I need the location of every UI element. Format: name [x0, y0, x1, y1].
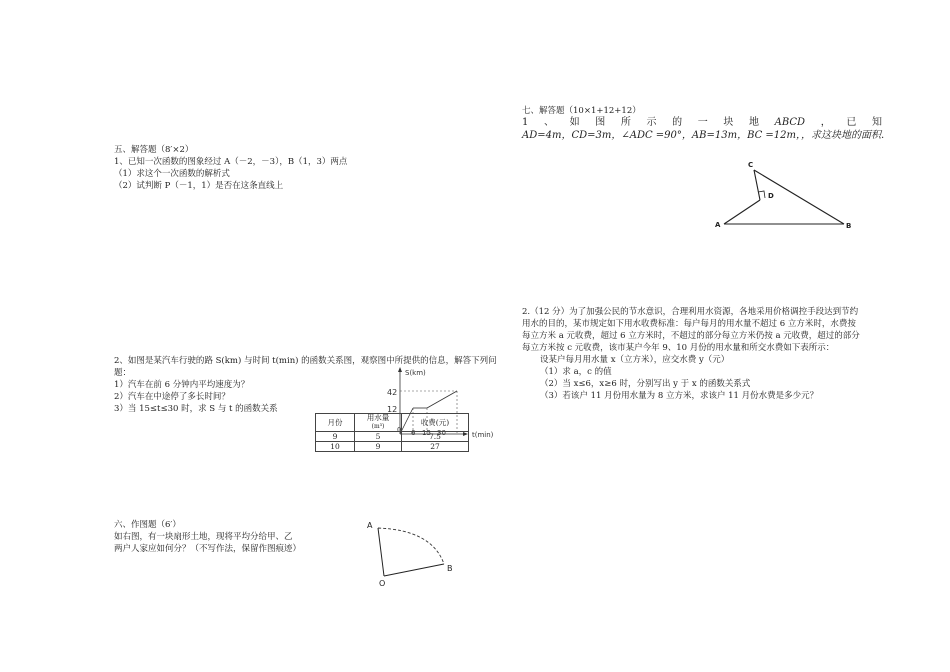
table-cell: 9 — [316, 432, 355, 442]
table-cell: 10 — [316, 442, 355, 452]
segment-dc — [754, 170, 760, 200]
section-7-title: 七、解答题（10×1+12+12） — [522, 106, 641, 116]
section-5-title: 五、解答题（8′×2） — [114, 145, 194, 155]
point-b-label: B — [846, 222, 852, 230]
q1-stem: 1、已知一次函数的图象经过 A（－2，－3），B（1，3）两点 — [114, 157, 348, 167]
point-a-label: A — [715, 221, 721, 229]
header-usage — [355, 414, 402, 432]
header-fee: 收费(元) — [402, 414, 469, 432]
table-row — [316, 442, 469, 452]
x-tick-6: 6 — [411, 429, 416, 437]
table-cell: 9 — [355, 442, 402, 452]
point-d-label: D — [768, 192, 774, 200]
q1-part-2: （2）试判断 P（－1，1）是否在这条直线上 — [114, 181, 284, 191]
header-usage-unit: (m³) — [371, 423, 385, 430]
q2-stem: 2、如图是某汽车行驶的路 S(km) 与时间 t(min) 的函数关系图，观察图中所提供的信息，解答下列问 — [114, 356, 497, 366]
q4-stem — [522, 116, 882, 130]
segment-ad — [724, 200, 760, 224]
q4-stem-word: 示 — [646, 117, 657, 128]
y-tick-12: 12 — [387, 405, 398, 414]
q3-text: 如右图，有一块扇形土地，现将平均分给甲、乙 — [114, 532, 293, 542]
q4-stem-word: ABCD — [774, 117, 806, 128]
q5-stem-2: 用水的目的，某市规定如下用水收费标准：每户每月的用水量不超过 6 立方米时，水费按 — [522, 319, 856, 329]
table-row — [316, 432, 469, 442]
quadrilateral-figure — [712, 158, 852, 233]
q4-stem-word: 一 — [697, 117, 708, 128]
q4-stem-word: 的 — [672, 117, 683, 128]
sector-radius-oa — [378, 528, 384, 576]
point-a-label: A — [367, 521, 373, 530]
q4-stem-word: 已 — [846, 117, 857, 128]
water-usage-table — [315, 413, 469, 452]
x-axis-label: t(min) — [472, 431, 494, 439]
table-cell: 5 — [355, 432, 402, 442]
q5-stem-3: 每立方米 a 元收费，超过 6 立方米时，不超过的部分每立方米仍按 a 元收费，超过的部分 — [522, 331, 860, 341]
q4-given: AD=4m，CD=3m，∠ADC =90°，AB=13m，BC =12m，，求这块地的面积. — [522, 130, 885, 141]
y-axis-label: S(km) — [405, 369, 426, 377]
q5-stem-4: 每立方米按 c 元收费，该市某户今年 9、10 月份的用水量和所交水费如下表所示： — [522, 343, 835, 353]
y-tick-42: 42 — [387, 388, 398, 397]
q3-text-continued: 两户人家应如何分？（不写作法，保留作图痕迹） — [114, 544, 302, 554]
sector-radius-ob — [384, 564, 444, 576]
x-tick-30: 30 — [437, 429, 446, 437]
q5-stem-5: 设某户每月用水量 x（立方米），应交水费 y（元） — [540, 355, 730, 365]
q2-part-3: 3）当 15≤t≤30 时，求 S 与 t 的函数关系 — [114, 404, 278, 414]
q4-stem-word: 图 — [595, 117, 606, 128]
q4-stem-word: ， — [820, 117, 831, 128]
point-b-label: B — [447, 564, 453, 573]
point-o-label: O — [379, 579, 386, 588]
q4-stem-word: 地 — [749, 117, 759, 128]
section-6-title: 六、作图题（6′） — [114, 520, 181, 530]
header-month: 月份 — [316, 414, 355, 432]
q4-stem-word: 知 — [871, 117, 882, 128]
q4-stem-word: 、 — [544, 117, 554, 128]
q4-stem-word: 如 — [569, 117, 580, 128]
q2-stem-continued: 题： — [114, 368, 132, 378]
q4-stem-word: 所 — [620, 117, 631, 128]
q5-stem: 2.（12 分）为了加强公民的节水意识，合理利用水资源，各地采用价格调控手段达到节约 — [522, 307, 859, 317]
table-header-row — [316, 414, 469, 432]
header-usage-label: 用水量 — [366, 413, 390, 422]
q1-part-1: （1）求这个一次函数的解析式 — [114, 169, 230, 179]
q2-part-1: 1）汽车在前 6 分钟内平均速度为？ — [114, 380, 250, 390]
q4-stem-word: 块 — [723, 117, 734, 128]
q5-part-2: （2）当 x≤6，x≥6 时，分别写出 y 于 x 的函数关系式 — [540, 379, 751, 389]
graph-segment-3 — [427, 391, 457, 408]
sector-figure — [362, 516, 472, 591]
q5-part-1: （1）求 a，c 的值 — [540, 367, 612, 377]
table-cell: 7.5 — [402, 432, 469, 442]
x-tick-0: 0 — [397, 426, 402, 434]
point-c-label: C — [748, 161, 754, 169]
table-cell: 27 — [402, 442, 469, 452]
q2-part-2: 2）汽车在中途停了多长时间？ — [114, 392, 230, 402]
x-tick-15: 15 — [422, 429, 431, 437]
q5-part-3: （3）若该户 11 月份用水量为 8 立方米，求该户 11 月份水费是多少元？ — [540, 391, 819, 401]
q4-stem-word: 1 — [522, 117, 529, 128]
sector-arc — [378, 528, 444, 564]
